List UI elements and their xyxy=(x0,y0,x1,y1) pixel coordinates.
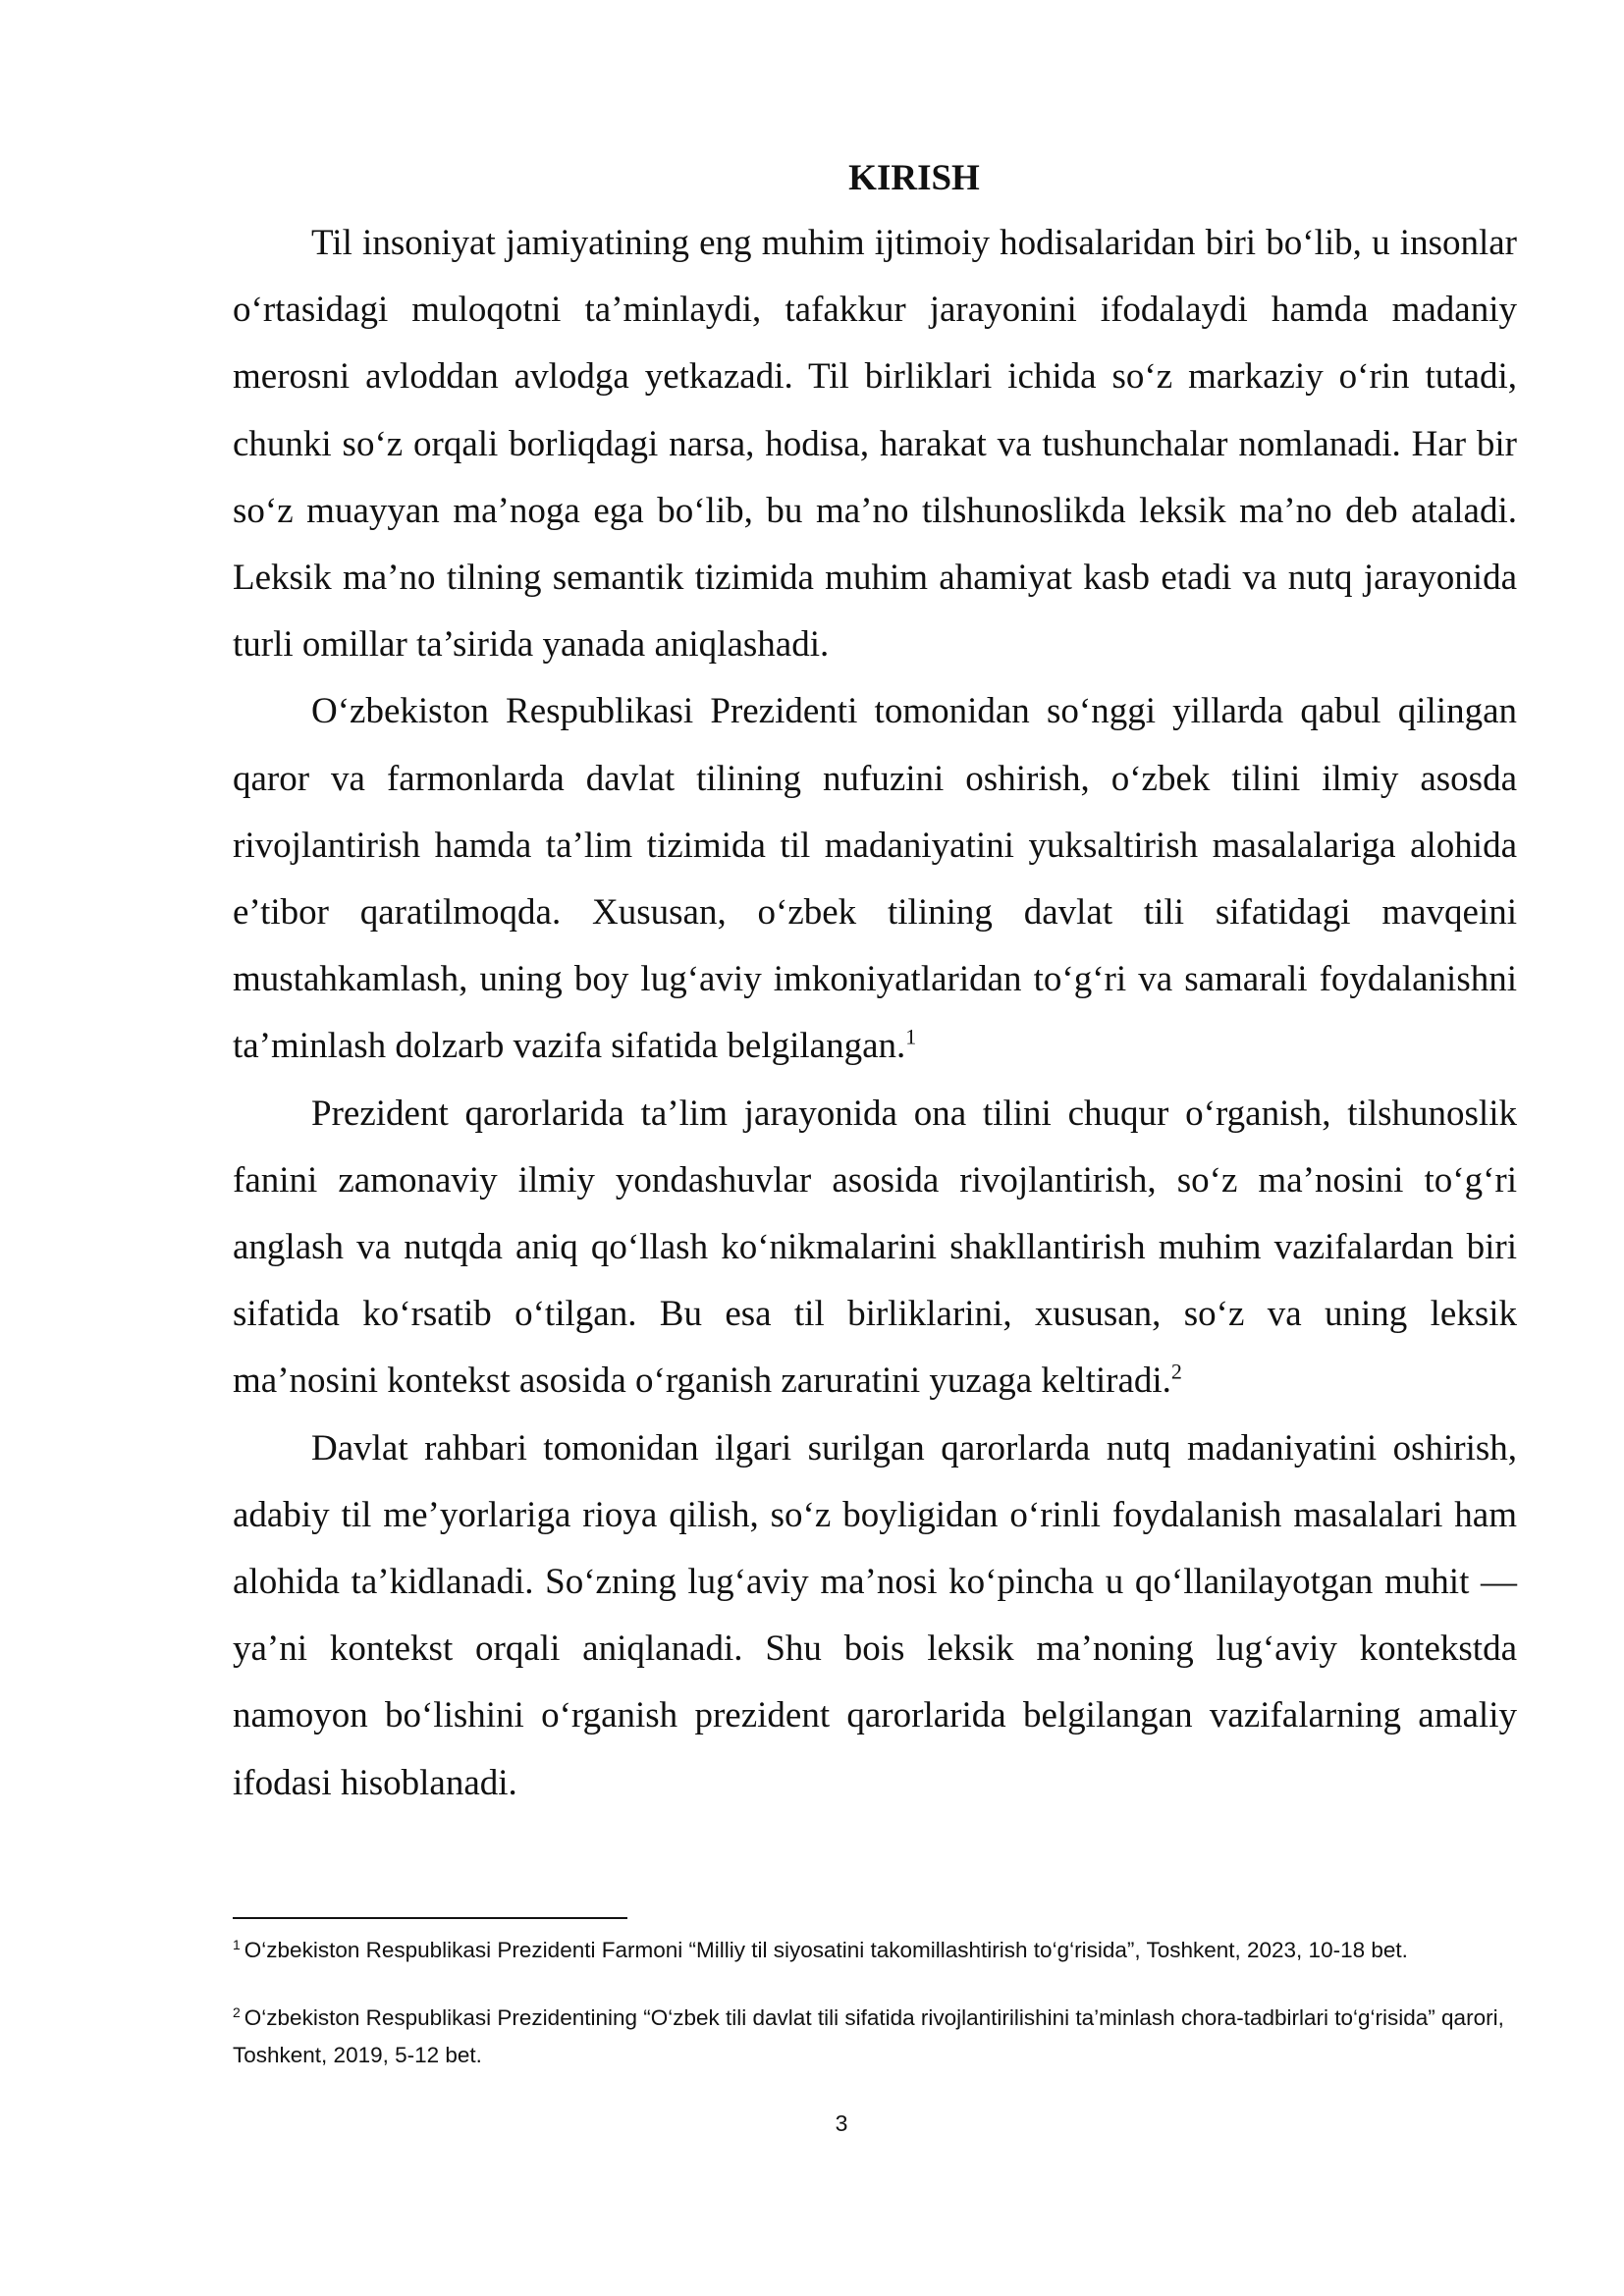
paragraph-3-text: Prezident qarorlarida ta’lim jarayonida ona tilini chuqur o‘rganish, tilshunoslik fanini zamonaviy ilmiy yondashuvlar asosida rivojlantirish, so‘z ma’nosini to‘g‘ri anglash va nutqda aniq qo‘llash ko‘nikmalarini shakllantirish muhim vazifalardan biri sifatida ko‘rsatib o‘tilgan. Bu esa til birliklarini, xususan, so‘z va uning leksik ma’nosini kontekst asosida o‘rganish zaruratini yuzaga keltiradi. xyxy=(233,1093,1517,1402)
paragraph-1 xyxy=(233,210,1517,678)
paragraph-2 xyxy=(233,678,1517,1080)
footnote-ref-1[interactable]: 1 xyxy=(905,1025,917,1050)
footnote-1-text: O‘zbekiston Respublikasi Prezidenti Farmoni “Milliy til siyosatini takomillashtirish to‘g‘risida”, Toshkent, 2023, 10-18 bet. xyxy=(244,1938,1408,1962)
footnote-separator xyxy=(233,1917,627,1919)
page-title: KIRISH xyxy=(848,158,980,198)
footnote-2-number: 2 xyxy=(233,2003,241,2020)
footnote-1 xyxy=(233,1932,1519,1969)
paragraph-3 xyxy=(233,1081,1517,1415)
footnote-2-text: O‘zbekiston Respublikasi Prezidentining “O‘zbek tili davlat tili sifatida rivojlantirilishini ta’minlash chora-tadbirlari to‘g‘risida” qarori, Toshkent, 2019, 5-12 bet. xyxy=(233,2005,1504,2067)
document-body xyxy=(233,147,1517,1817)
footnotes-section xyxy=(233,1932,1519,2105)
paragraph-4-text: Davlat rahbari tomonidan ilgari surilgan qarorlarda nutq madaniyatini oshirish, adabiy til me’yorlariga rioya qilish, so‘z boyligidan o‘rinli foydalanish masalalari ham alohida ta’kidlanadi. So‘zning lug‘aviy ma’nosi ko‘pincha u qo‘llanilayotgan muhit — ya’ni kontekst orqali aniqlanadi. Shu bois leksik ma’noning lug‘aviy kontekstda namoyon bo‘lishini o‘rganish prezident qarorlarida belgilangan vazifalarning amaliy ifodasi hisoblanadi. xyxy=(233,1427,1517,1803)
footnote-ref-2[interactable]: 2 xyxy=(1170,1360,1182,1385)
page-number: 3 xyxy=(835,2110,848,2136)
paragraph-4 xyxy=(233,1415,1517,1817)
paragraph-1-text: Til insoniyat jamiyatining eng muhim ijtimoiy hodisalaridan biri bo‘lib, u insonlar o‘rtasidagi muloqotni ta’minlaydi, tafakkur jarayonini ifodalaydi hamda madaniy merosni avloddan avlodga yetkazadi. Til birliklari ichida so‘z markaziy o‘rin tutadi, chunki so‘z orqali borliqdagi narsa, hodisa, harakat va tushunchalar nomlanadi. Har bir so‘z muayyan ma’noga ega bo‘lib, bu ma’no tilshunoslikda leksik ma’no deb ataladi. Leksik ma’no tilning semantik tizimida muhim ahamiyat kasb etadi va nutq jarayonida turli omillar ta’sirida yanada aniqlashadi. xyxy=(233,223,1517,666)
footnote-1-number: 1 xyxy=(233,1936,241,1952)
paragraph-2-text: O‘zbekiston Respublikasi Prezidenti tomonidan so‘nggi yillarda qabul qilingan qaror va farmonlarda davlat tilining nufuzini oshirish, o‘zbek tilini ilmiy asosda rivojlantirish hamda ta’lim tizimida til madaniyatini yuksaltirish masalalariga alohida e’tibor qaratilmoqda. Xususan, o‘zbek tilining davlat tili sifatidagi mavqeini mustahkamlash, uning boy lug‘aviy imkoniyatlaridan to‘g‘ri va samarali foydalanishni ta’minlash dolzarb vazifa sifatida belgilangan. xyxy=(233,691,1517,1067)
footnote-2 xyxy=(233,2000,1519,2074)
